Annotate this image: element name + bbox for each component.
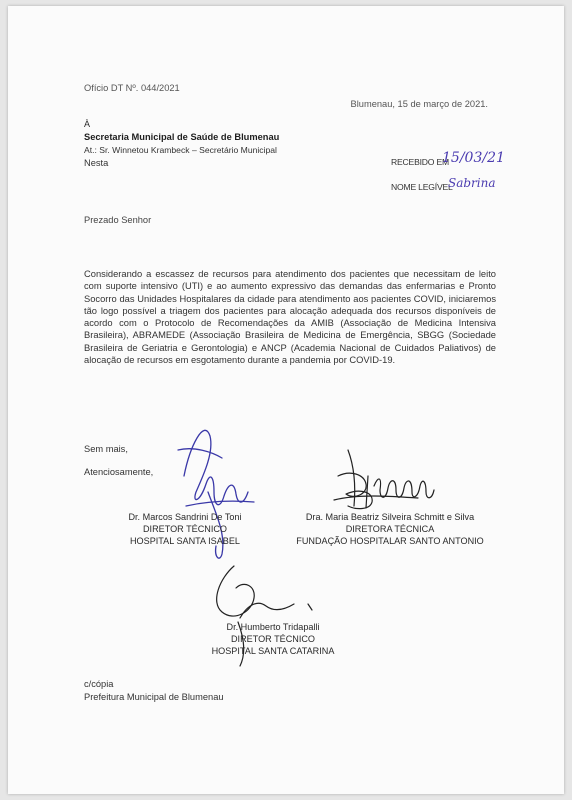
closing-line: Sem mais, [84,444,128,454]
date-line: Blumenau, 15 de março de 2021. [350,99,488,109]
signatory-block-right [292,511,488,547]
attention-line: At.: Sr. Winnetou Krambeck – Secretário Municipal [84,145,277,155]
signatory-organization: FUNDAÇÃO HOSPITALAR SANTO ANTONIO [296,536,484,546]
location-line: Nesta [84,158,109,168]
received-date-handwritten: 15/03/21 [442,150,505,166]
signatory-block-left [100,511,270,547]
legible-name-handwritten: Sabrina [448,176,496,190]
document-reference: Ofício DT Nº. 044/2021 [84,83,180,93]
signatory-name: Dr. Humberto Tridapalli [226,622,320,632]
received-stamp-label: RECEBIDO EM [391,157,449,167]
recipient-prefix: À [84,119,91,129]
signatory-block-middle [188,621,358,657]
signatory-title: DIRETORA TÉCNICA [345,524,435,534]
letter-page [8,6,564,794]
signatory-name: Dr. Marcos Sandrini De Toni [128,512,242,522]
copy-label: c/cópia [84,679,114,689]
salutation: Prezado Senhor [84,215,152,225]
recipient-name: Secretaria Municipal de Saúde de Blumenau [84,132,280,142]
signatory-title: DIRETOR TÉCNICO [230,634,316,644]
legible-name-label: NOME LEGÍVEL [391,182,453,192]
copy-recipient: Prefeitura Municipal de Blumenau [84,692,224,702]
signatures-layer [8,6,564,794]
letter-body: Considerando a escassez de recursos para atendimento dos pacientes que necessitam de leito com suporte intensivo (UTI) e ao aumento expressivo das demandas das enfermarias e Pronto Socorro das Unidades Hospitalares da cidade para atendimento aos pacientes COVID, iniciaremos tão logo possível a triagem dos pacientes para alocação adequada dos recursos disponíveis de acordo com o Protocolo de Recomendações da AMIB (Associação de Medicina Intensiva Brasileira), ABRAMEDE (Associação Brasileira de Medicina de Emergência, SBGG (Sociedade Brasileira de Geriatria e Gerontologia) e ANCP (Academia Nacional de Cuidados Paliativos) de alocação de recursos em esgotamento durante a pandemia por COVID-19. [84,269,496,366]
closing-regards: Atenciosamente, [84,467,154,477]
signatory-organization: HOSPITAL SANTA CATARINA [211,646,335,656]
signatory-title: DIRETOR TÉCNICO [142,524,228,534]
signatory-name: Dra. Maria Beatriz Silveira Schmitt e Silva [305,512,475,522]
signature-right-scribble [334,450,434,509]
signatory-organization: HOSPITAL SANTA ISABEL [129,536,240,546]
